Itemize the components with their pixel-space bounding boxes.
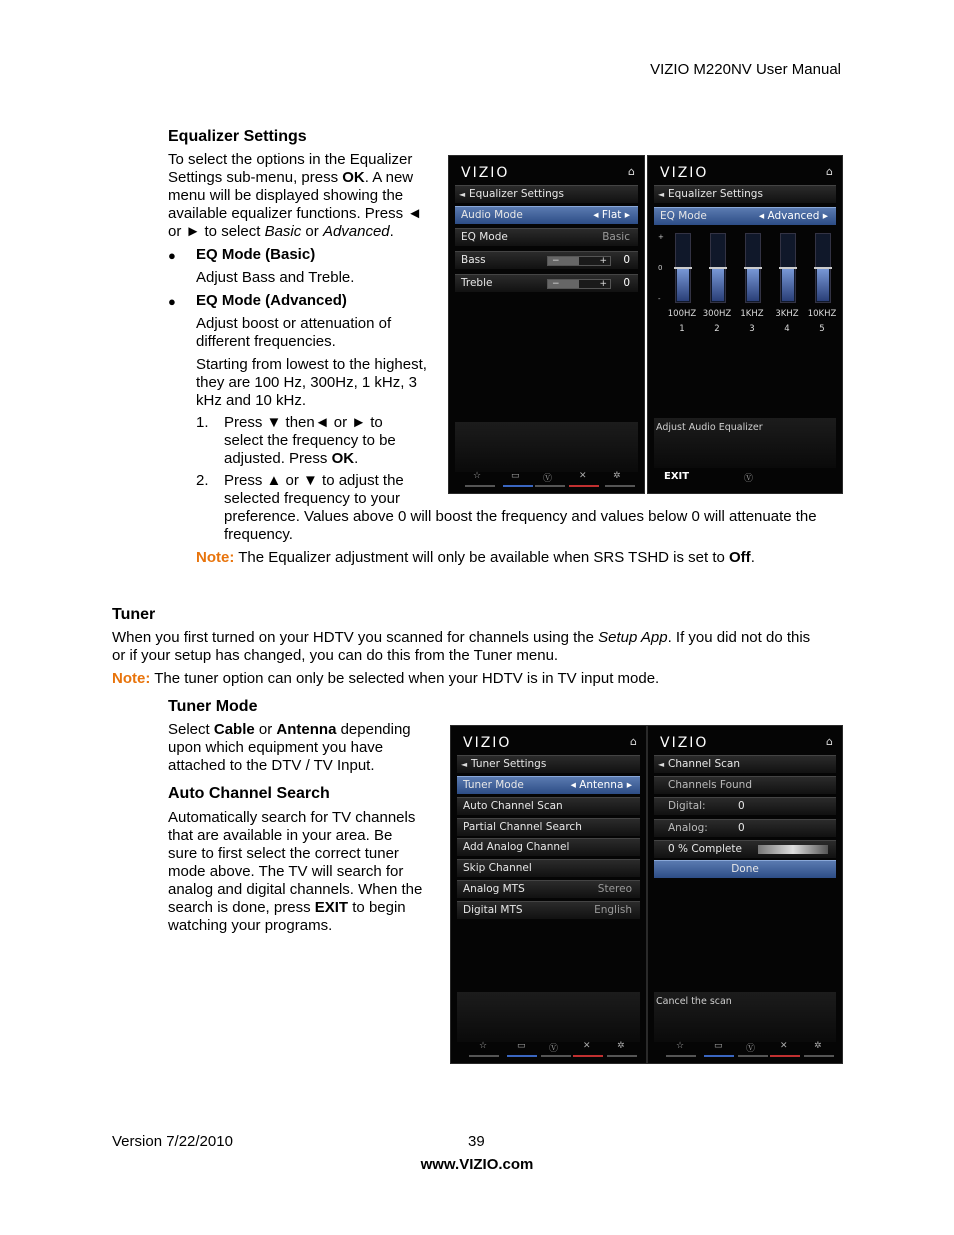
eq-scale-label: +	[658, 233, 664, 241]
v-icon[interactable]: Ⓥ	[744, 474, 754, 484]
tuner-menu-item[interactable]: Partial Channel Search	[457, 818, 640, 836]
eq-basic-screen	[448, 155, 645, 494]
gear-icon[interactable]: ✲	[613, 471, 621, 481]
eq-advanced-title: EQ Mode (Advanced)	[196, 292, 347, 309]
equalizer-heading: Equalizer Settings	[168, 128, 307, 145]
channels-found-row: Channels Found	[654, 776, 836, 794]
back-row[interactable]: ◄ Channel Scan	[654, 755, 836, 773]
step-1-number: 1.	[196, 414, 209, 431]
version-text: Version 7/22/2010	[112, 1133, 233, 1150]
tuner-settings-screen	[450, 725, 647, 1064]
footer-bar	[455, 467, 638, 489]
eq-basic-desc: Adjust Bass and Treble.	[196, 269, 355, 286]
tuner-mode-text: Select Cable or Antenna depending upon which equipment you have attached to the DTV / TV Input.	[168, 721, 411, 774]
home-icon[interactable]: ⌂	[826, 735, 833, 748]
bullet-icon: ●	[168, 294, 176, 309]
treble-row[interactable]: Treble − + 0	[455, 274, 638, 292]
help-area	[654, 418, 836, 468]
tuner-note: Note: The tuner option can only be selected when your HDTV is in TV input mode.	[112, 670, 660, 687]
input-icon[interactable]: ▭	[517, 1041, 526, 1051]
back-row[interactable]: ◄ Equalizer Settings	[654, 185, 836, 203]
eq-mode-row[interactable]: EQ Mode ◂ Advanced ▸	[654, 207, 836, 225]
gear-icon[interactable]: ✲	[814, 1041, 822, 1051]
home-icon[interactable]: ⌂	[630, 735, 637, 748]
channel-scan-screen	[647, 725, 843, 1064]
page-number: 39	[468, 1133, 485, 1150]
eq-mode-row[interactable]: EQ Mode Basic	[455, 228, 638, 246]
star-icon[interactable]: ☆	[473, 471, 482, 481]
eq-band-slider[interactable]	[815, 233, 831, 303]
eq-advanced-desc: Adjust boost or attenuation of different frequencies. Starting from lowest to the highest, they are 100 Hz, 300Hz, 1 kHz, 3 kHz and 10 kHz.	[196, 315, 427, 409]
auto-channel-heading: Auto Channel Search	[168, 785, 330, 802]
step-2-text: Press ▲ or ▼ to adjust the selected frequency to your preference. Values above 0 will boost the frequency and values below 0 will attenuate the frequency.	[224, 472, 817, 543]
analog-row: Analog: 0	[654, 819, 836, 837]
footer-url[interactable]: www.VIZIO.com	[420, 1156, 534, 1173]
eq-band-label: 3KHZ	[775, 309, 799, 319]
v-icon[interactable]: Ⓥ	[746, 1044, 756, 1054]
exit-button[interactable]: EXIT	[664, 471, 690, 482]
equalizer-note: Note: The Equalizer adjustment will only be available when SRS TSHD is set to Off.	[196, 549, 755, 566]
eq-band-slider[interactable]	[745, 233, 761, 303]
tuner-menu-item[interactable]: Digital MTS English	[457, 901, 640, 919]
tuner-menu-item[interactable]: Auto Channel Scan	[457, 797, 640, 815]
help-text: Adjust Audio Equalizer	[656, 422, 763, 433]
eq-band-label: 1KHZ	[740, 309, 764, 319]
bullet-icon: ●	[168, 248, 176, 263]
audio-mode-row[interactable]: Audio Mode ◂ Flat ▸	[455, 206, 638, 224]
eq-scale-label: 0	[658, 264, 663, 272]
close-icon[interactable]: ✕	[780, 1041, 788, 1051]
tuner-heading: Tuner	[112, 606, 156, 623]
scan-progress-bar	[758, 845, 828, 854]
eq-band-number: 2	[714, 324, 720, 334]
eq-band-label: 300HZ	[702, 309, 732, 319]
eq-band-number: 5	[819, 324, 825, 334]
eq-band-label: 10KHZ	[807, 309, 837, 319]
footer-bar	[654, 467, 836, 489]
home-icon[interactable]: ⌂	[826, 165, 833, 178]
close-icon[interactable]: ✕	[583, 1041, 591, 1051]
back-row[interactable]: ◄ Tuner Settings	[457, 755, 640, 773]
eq-band-slider[interactable]	[675, 233, 691, 303]
tuner-menu-item[interactable]: Add Analog Channel	[457, 838, 640, 856]
input-icon[interactable]: ▭	[511, 471, 520, 481]
help-text: Cancel the scan	[656, 996, 732, 1007]
bass-slider[interactable]: − +	[547, 256, 611, 266]
vizio-logo: VIZIO	[660, 735, 709, 751]
home-icon[interactable]: ⌂	[628, 165, 635, 178]
close-icon[interactable]: ✕	[579, 471, 587, 481]
progress-row: 0 % Complete	[654, 840, 836, 858]
star-icon[interactable]: ☆	[676, 1041, 685, 1051]
v-icon[interactable]: Ⓥ	[543, 474, 553, 484]
back-row[interactable]: ◄ Equalizer Settings	[455, 185, 638, 203]
eq-band-slider[interactable]	[710, 233, 726, 303]
eq-band-number: 3	[749, 324, 755, 334]
eq-basic-title: EQ Mode (Basic)	[196, 246, 316, 263]
vizio-logo: VIZIO	[463, 735, 512, 751]
eq-band-label: 100HZ	[667, 309, 697, 319]
tuner-intro: When you first turned on your HDTV you scanned for channels using the Setup App. If you did not do this or if your setup has changed, you can do this from the Tuner menu.	[112, 629, 811, 664]
help-area	[455, 422, 638, 472]
tuner-menu-item[interactable]: Skip Channel	[457, 859, 640, 877]
help-area	[457, 992, 640, 1042]
tuner-menu-item[interactable]: Tuner Mode ◂ Antenna ▸	[457, 776, 640, 794]
bass-row[interactable]: Bass − + 0	[455, 251, 638, 269]
step-2-number: 2.	[196, 472, 209, 489]
tuner-menu-item[interactable]: Analog MTS Stereo	[457, 880, 640, 898]
help-area	[654, 992, 836, 1042]
eq-band-number: 4	[784, 324, 790, 334]
manual-title: VIZIO M220NV User Manual	[650, 61, 841, 78]
footer-bar	[457, 1037, 640, 1059]
eq-advanced-screen	[647, 155, 843, 494]
digital-row: Digital: 0	[654, 797, 836, 815]
eq-scale-label: -	[658, 295, 661, 303]
step-1-text: Press ▼ then◄ or ► to select the frequency to be adjusted. Press OK.	[224, 414, 396, 467]
gear-icon[interactable]: ✲	[617, 1041, 625, 1051]
v-icon[interactable]: Ⓥ	[549, 1044, 559, 1054]
done-button[interactable]: Done	[654, 860, 836, 878]
footer-bar	[654, 1037, 836, 1059]
tuner-mode-heading: Tuner Mode	[168, 698, 258, 715]
vizio-logo: VIZIO	[660, 165, 709, 181]
eq-band-slider[interactable]	[780, 233, 796, 303]
treble-slider[interactable]: − +	[547, 279, 611, 289]
auto-channel-text: Automatically search for TV channels that are available in your area. Be sure to first select the correct tuner mode above. The TV will search for analog and digital channels. When the search is done, press EXIT to begin watching your programs.	[168, 809, 423, 934]
input-icon[interactable]: ▭	[714, 1041, 723, 1051]
vizio-logo: VIZIO	[461, 165, 510, 181]
star-icon[interactable]: ☆	[479, 1041, 488, 1051]
eq-band-number: 1	[679, 324, 685, 334]
equalizer-intro: To select the options in the Equalizer Settings sub-menu, press OK. A new menu will be displayed showing the available equalizer functions. Press ◄ or ► to select Basic or Advanced.	[168, 151, 423, 240]
